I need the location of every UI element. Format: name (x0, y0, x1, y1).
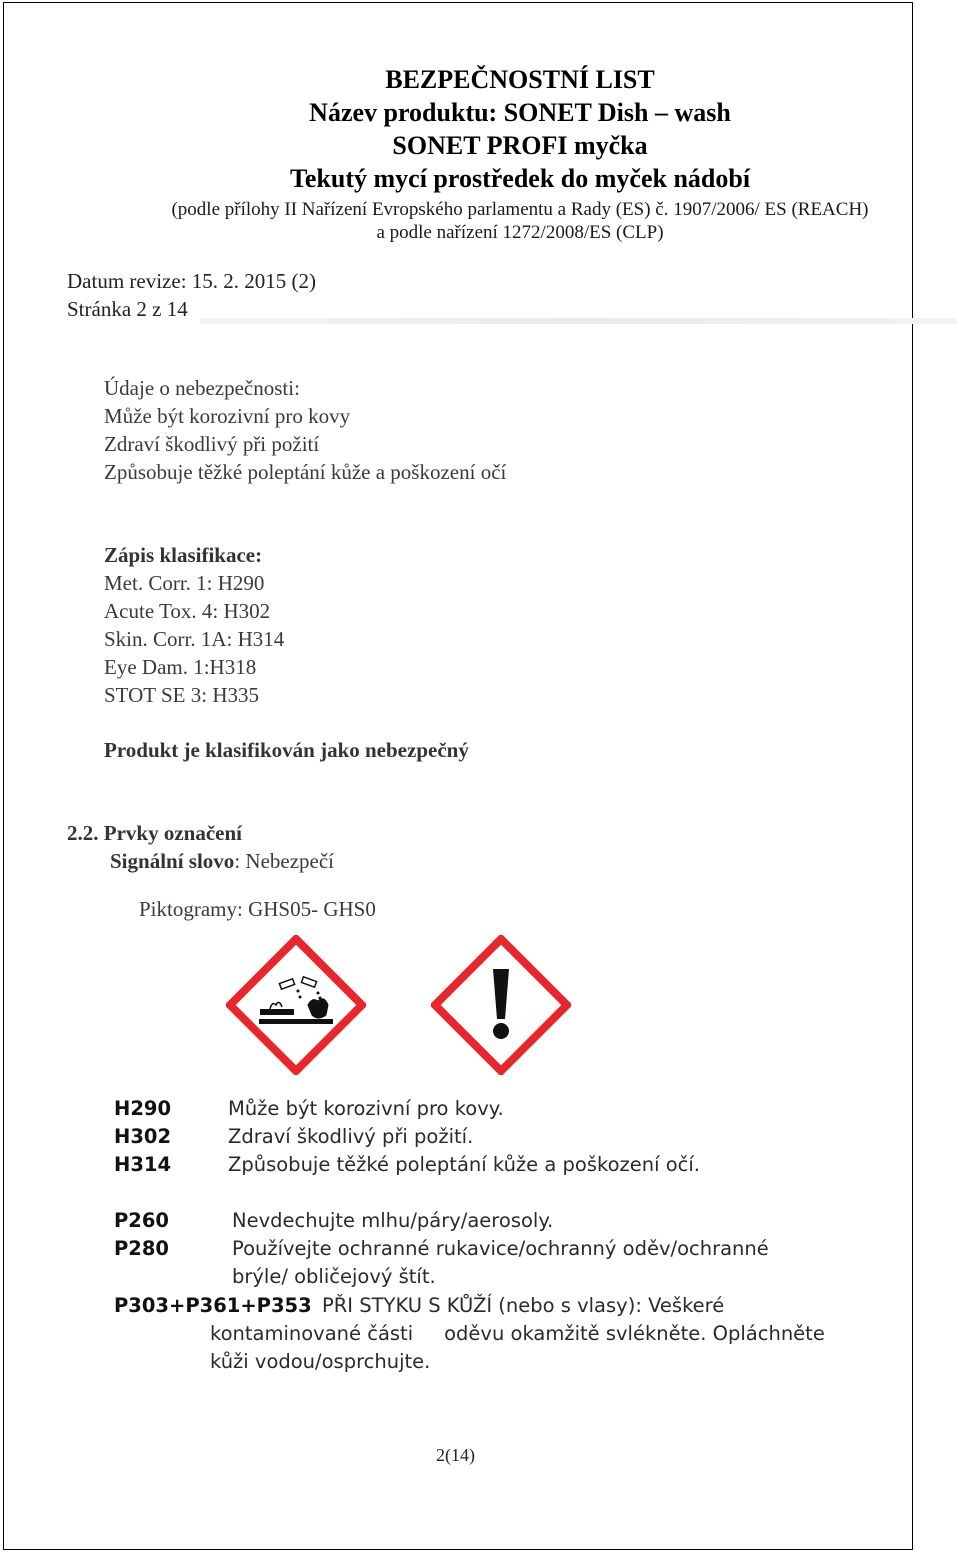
page-info: Stránka 2 z 14 (67, 297, 188, 321)
h-statement-text: Může být korozivní pro kovy. (228, 1097, 504, 1120)
exclamation-mark-icon (431, 935, 571, 1075)
hazard-info-heading: Údaje o nebezpečnosti: (104, 376, 300, 400)
classification-item: Acute Tox. 4: H302 (104, 599, 271, 623)
regulation-line-2: a podle nařízení 1272/2008/ES (CLP) (376, 222, 664, 243)
classification-item: Met. Corr. 1: H290 (104, 571, 265, 595)
product-name: Název produktu: SONET Dish – wash (309, 98, 731, 127)
hazard-info-item: Způsobuje těžké poleptání kůže a poškození očí (104, 460, 507, 484)
classification-conclusion: Produkt je klasifikován jako nebezpečný (104, 738, 469, 762)
p-statement-text-cont: kontaminované části oděvu okamžitě svlékněte. Opláchněte (210, 1322, 825, 1345)
hazard-info-item: Může být korozivní pro kovy (104, 404, 351, 428)
h-statement-code: H290 (114, 1097, 172, 1120)
p-statement-text: Nevdechujte mlhu/páry/aerosoly. (232, 1209, 554, 1232)
p-statement-text-cont: kůži vodou/osprchujte. (210, 1350, 431, 1373)
h-statement-code: H314 (114, 1153, 172, 1176)
p-statement-text: PŘI STYKU S KŮŽÍ (nebo s vlasy): Veškeré (322, 1294, 725, 1317)
h-statement-code: H302 (114, 1125, 172, 1148)
revision-date: Datum revize: 15. 2. 2015 (2) (67, 269, 317, 293)
h-statement-text: Zdraví škodlivý při požití. (228, 1125, 474, 1148)
product-alt-name: SONET PROFI myčka (392, 131, 648, 160)
p-statement-text-cont: brýle/ obličejový štít. (232, 1265, 436, 1288)
signal-word-value: : Nebezpečí (234, 849, 335, 873)
p-statement-text: Používejte ochranné rukavice/ochranný oděv/ochranné (232, 1237, 769, 1260)
signal-word-label: Signální slovo (110, 849, 235, 873)
document-page (3, 2, 913, 1550)
classification-item: Skin. Corr. 1A: H314 (104, 627, 285, 651)
p-statement-code: P280 (114, 1237, 169, 1260)
page-number: 2(14) (436, 1445, 475, 1465)
regulation-line-1: (podle přílohy II Nařízení Evropského parlamentu a Rady (ES) č. 1907/2006/ ES (REACH) (171, 199, 869, 220)
classification-item: Eye Dam. 1:H318 (104, 655, 257, 679)
classification-item: STOT SE 3: H335 (104, 683, 259, 707)
classification-heading: Zápis klasifikace: (104, 543, 263, 567)
document-title: BEZPEČNOSTNÍ LIST (385, 65, 655, 94)
hazard-info-item: Zdraví škodlivý při požití (104, 432, 320, 456)
h-statement-text: Způsobuje těžké poleptání kůže a poškození očí. (228, 1153, 700, 1176)
corrosion-icon (226, 935, 366, 1075)
p-statement-code: P260 (114, 1209, 169, 1232)
pictograms-text: Piktogramy: GHS05- GHS0 (139, 897, 376, 921)
p-statement-code: P303+P361+P353 (114, 1294, 312, 1317)
product-description: Tekutý mycí prostředek do myček nádobí (289, 164, 751, 193)
section-label-elements: 2.2. Prvky označení (67, 821, 242, 845)
signal-word (110, 849, 334, 874)
header-divider (200, 318, 957, 324)
